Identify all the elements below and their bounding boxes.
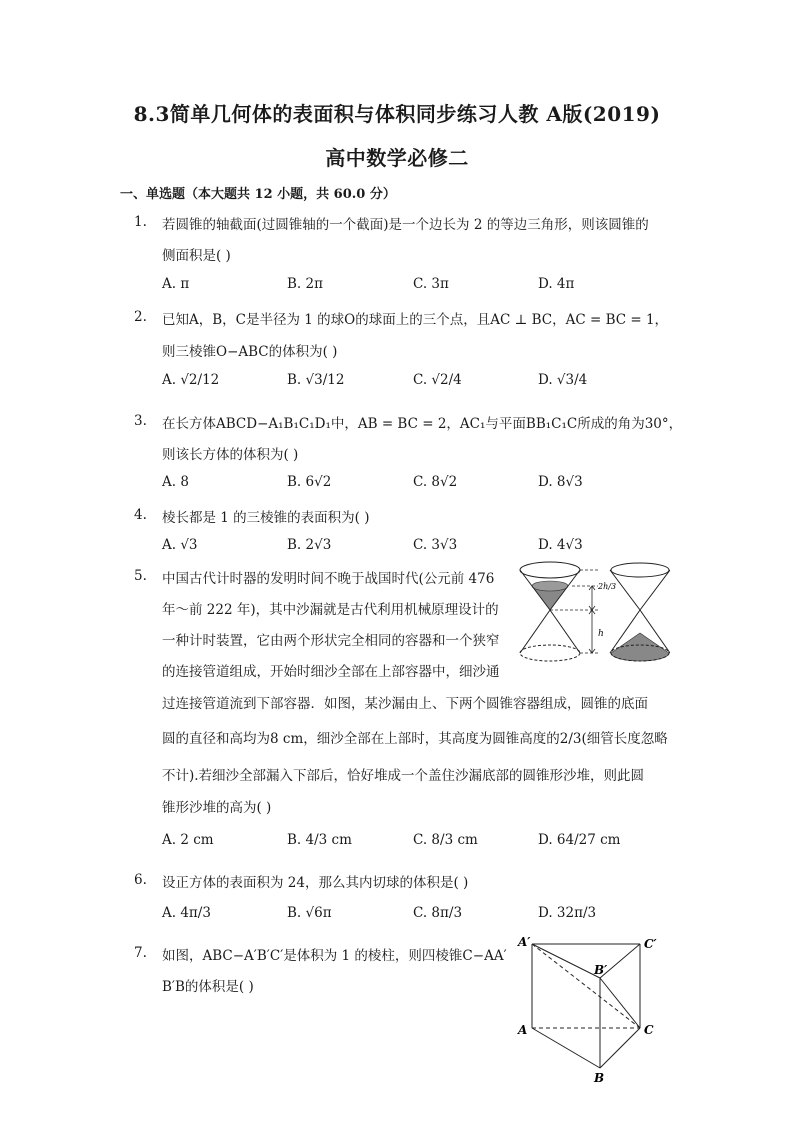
- page-title: 8.3简单几何体的表面积与体积同步练习人教 A版(2019): [133, 102, 661, 126]
- question-6-option-d[interactable]: D. 32π/3: [538, 905, 597, 921]
- question-4-option-d[interactable]: D. 4√3: [538, 537, 583, 553]
- section-heading: 一、单选题（本大题共 12 小题，共 60.0 分）: [120, 187, 396, 202]
- hourglass-left-top-ellipse: [520, 562, 580, 578]
- question-7-number: 7.: [134, 945, 147, 961]
- page-subtitle: 高中数学必修二: [325, 146, 469, 170]
- question-2-option-b[interactable]: B. √3/12: [287, 372, 345, 388]
- question-6-option-c[interactable]: C. 8π/3: [413, 905, 463, 921]
- question-5-option-a[interactable]: A. 2 cm: [162, 832, 214, 848]
- prism-edge-a1b1: [532, 944, 600, 978]
- question-6-option-b[interactable]: B. √6π: [287, 905, 332, 921]
- question-7-line-1: 如图，ABC−A′B′C′是体积为 1 的棱柱，则四棱锥C−AA′: [162, 948, 507, 964]
- hourglass-right-top-ellipse: [611, 563, 669, 577]
- label-2h3: 2h/3: [598, 582, 617, 591]
- question-5-line-7: 不计).若细沙全部漏入下部后，恰好堆成一个盖住沙漏底部的圆锥形沙堆，则此圆: [162, 768, 645, 784]
- label-c: C: [644, 1023, 654, 1037]
- label-a: A: [518, 1023, 528, 1037]
- question-4-line-1: 棱长都是 1 的三棱锥的表面积为( ): [162, 510, 370, 526]
- label-h: h: [598, 629, 604, 639]
- prism-edge-b1c: [600, 978, 640, 1028]
- question-2-line-2: 则三棱锥O−ABC的体积为( ): [162, 344, 338, 360]
- question-3-option-c[interactable]: C. 8√2: [413, 474, 458, 490]
- question-6-number: 6.: [134, 872, 147, 888]
- question-2-line-1: 已知A，B，C是半径为 1 的球O的球面上的三个点，且AC ⊥ BC，AC = BC = 1，: [162, 312, 669, 328]
- question-1-option-b[interactable]: B. 2π: [287, 276, 323, 292]
- question-4-option-c[interactable]: C. 3√3: [413, 537, 458, 553]
- question-5-line-4: 的连接管道组成，开始时细沙全部在上部容器中，细沙通: [162, 664, 500, 680]
- question-3-option-b[interactable]: B. 6√2: [287, 474, 332, 490]
- label-a-prime: A′: [518, 935, 531, 949]
- question-5-line-1: 中国古代计时器的发明时间不晚于战国时代(公元前 476: [162, 571, 495, 587]
- label-c-prime: C′: [644, 937, 657, 951]
- question-3-line-1: 在长方体ABCD−A₁B₁C₁D₁中，AB = BC = 2，AC₁与平面BB₁C₁C所成的角为30°，: [162, 416, 683, 432]
- prism-figure: [508, 932, 668, 1084]
- question-1-option-d[interactable]: D. 4π: [538, 276, 575, 292]
- question-4-option-a[interactable]: A. √3: [162, 537, 198, 553]
- question-2-number: 2.: [134, 309, 147, 325]
- question-3-option-d[interactable]: D. 8√3: [538, 474, 583, 490]
- question-1-number: 1.: [134, 214, 147, 230]
- hourglass-figure: [510, 556, 670, 666]
- label-b-prime: B′: [594, 963, 608, 977]
- question-3-number: 3.: [134, 413, 147, 429]
- question-1-line-1: 若圆锥的轴截面(过圆锥轴的一个截面)是一个边长为 2 的等边三角形，则该圆锥的: [162, 217, 649, 233]
- question-5-option-d[interactable]: D. 64/27 cm: [538, 832, 621, 848]
- question-5-line-8: 锥形沙堆的高为( ): [162, 800, 272, 816]
- question-7-line-2: B′B的体积是( ): [162, 979, 254, 995]
- question-5-line-5: 过连接管道流到下部容器．如图，某沙漏由上、下两个圆锥容器组成，圆锥的底面: [162, 696, 648, 712]
- question-2-option-a[interactable]: A. √2/12: [162, 372, 220, 388]
- question-4-number: 4.: [134, 507, 147, 523]
- hourglass-left-sand-top: [532, 581, 568, 591]
- question-3-line-2: 则该长方体的体积为( ): [162, 447, 299, 463]
- hourglass-right-sand: [611, 633, 669, 661]
- question-5-option-b[interactable]: B. 4/3 cm: [287, 832, 352, 848]
- question-2-option-c[interactable]: C. √2/4: [413, 372, 462, 388]
- question-4-option-b[interactable]: B. 2√3: [287, 537, 332, 553]
- question-6-option-a[interactable]: A. 4π/3: [162, 905, 211, 921]
- question-5-number: 5.: [134, 568, 147, 584]
- question-5-option-c[interactable]: C. 8/3 cm: [413, 832, 478, 848]
- question-5-line-2: 年～前 222 年)，其中沙漏就是古代利用机械原理设计的: [162, 602, 499, 618]
- question-3-option-a[interactable]: A. 8: [162, 474, 189, 490]
- question-5-line-3: 一种计时装置，它由两个形状完全相同的容器和一个狭窄: [162, 633, 500, 649]
- question-5-line-6: 圆的直径和高均为8 cm，细沙全部在上部时，其高度为圆锥高度的2/3(细管长度忽略: [162, 731, 668, 747]
- prism-edge-ab: [532, 1028, 600, 1068]
- question-1-line-2: 侧面积是( ): [162, 248, 231, 264]
- question-1-option-a[interactable]: A. π: [162, 276, 190, 292]
- prism-diagonal-a1c: [532, 944, 640, 1028]
- label-b: B: [594, 1071, 605, 1084]
- question-1-option-c[interactable]: C. 3π: [413, 276, 449, 292]
- question-2-option-d[interactable]: D. √3/4: [538, 372, 588, 388]
- question-6-line-1: 设正方体的表面积为 24，那么其内切球的体积是( ): [162, 875, 469, 891]
- hourglass-left-bottom-ellipse: [520, 645, 580, 661]
- prism-edge-bc: [600, 1028, 640, 1068]
